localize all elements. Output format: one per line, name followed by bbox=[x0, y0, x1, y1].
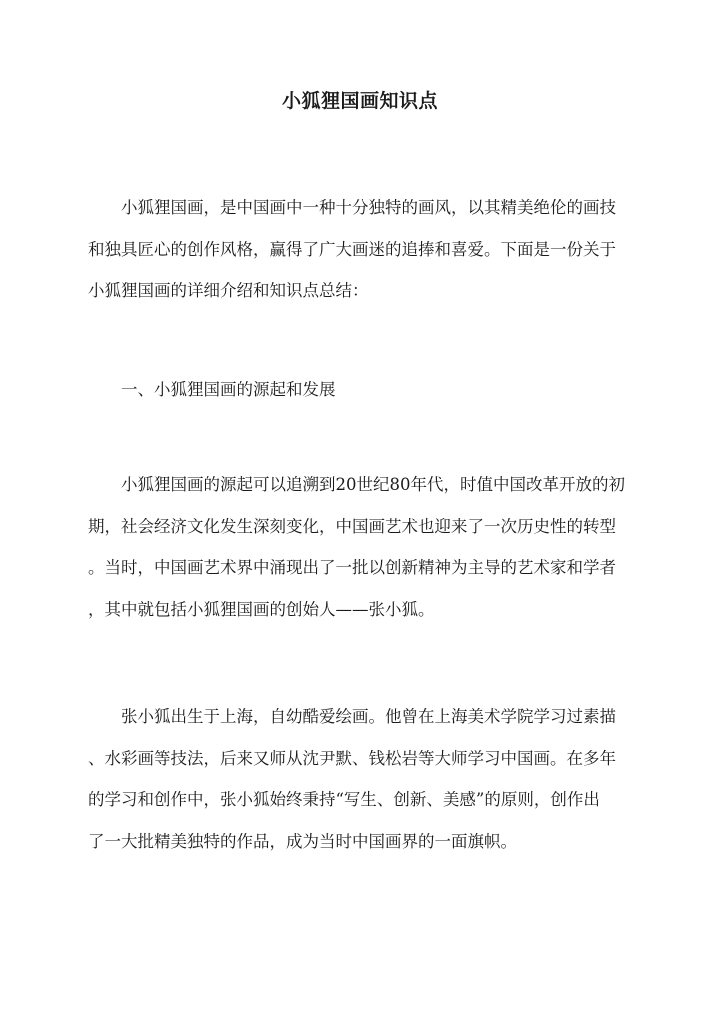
document-title: 小狐狸国画知识点 bbox=[281, 90, 438, 112]
paragraph-line: 了一大批精美独特的作品，成为当时中国画界的一面旗帜。 bbox=[88, 831, 517, 851]
paragraph-line: 小狐狸国画的详细介绍和知识点总结： bbox=[88, 281, 369, 300]
paragraph-line: 期，社会经济文化发生深刻变化，中国画艺术也迎来了一次历史性的转型 bbox=[88, 516, 616, 536]
paragraph-line: 张小狐出生于上海，自幼酷爱绘画。他曾在上海美术学院学习过素描 bbox=[121, 707, 616, 726]
paragraph-line: 的学习和创作中，张小狐始终秉持“写生、创新、美感”的原则，创作出 bbox=[88, 790, 600, 809]
paragraph-line: 和独具匠心的创作风格，赢得了广大画迷的追捧和喜爱。下面是一份关于 bbox=[88, 239, 616, 259]
paragraph-line: 小狐狸国画的源起可以追溯到20世纪80年代，时值中国改革开放的初 bbox=[121, 475, 625, 494]
paragraph-line: 、水彩画等技法，后来又师从沈尹默、钱松岩等大师学习中国画。在多年 bbox=[88, 748, 616, 768]
intro-paragraph bbox=[88, 187, 634, 312]
section-heading-text: 一、小狐狸国画的源起和发展 bbox=[121, 380, 336, 399]
section-heading bbox=[88, 369, 634, 411]
paragraph-line: 小狐狸国画，是中国画中一种十分独特的画风，以其精美绝伦的画技 bbox=[121, 198, 616, 217]
paragraph-line: ，其中就包括小狐狸国画的创始人——张小狐。 bbox=[88, 599, 435, 619]
paragraph-line: 。当时，中国画艺术界中涌现出了一批以创新精神为主导的艺术家和学者 bbox=[88, 558, 616, 577]
founder-paragraph bbox=[88, 696, 634, 862]
origin-paragraph bbox=[88, 464, 634, 630]
